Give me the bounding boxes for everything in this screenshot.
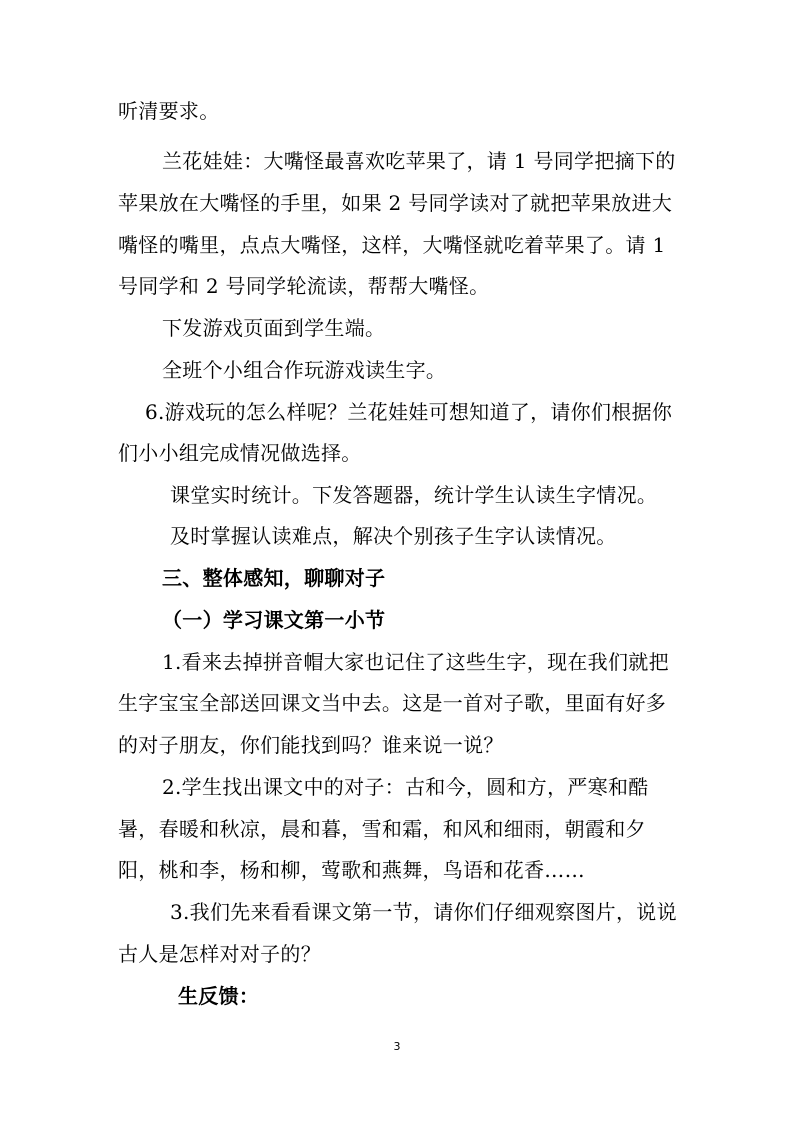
text-line: 生反馈： [178, 984, 260, 1008]
text-line: 课堂实时统计。下发答题器，统计学生认读生字情况。 [170, 483, 658, 507]
text-line: 兰花娃娃：大嘴怪最喜欢吃苹果了，请 1 号同学把摘下的 [162, 149, 676, 173]
text-line: 阳，桃和李，杨和柳，莺歌和燕舞，鸟语和花香…… [118, 858, 585, 882]
text-line: 嘴怪的嘴里，点点大嘴怪，这样，大嘴怪就吃着苹果了。请 1 [118, 233, 666, 257]
text-line: 下发游戏页面到学生端。 [162, 316, 386, 340]
page-number: 3 [393, 1040, 401, 1053]
text-line: 全班个小组合作玩游戏读生字。 [162, 358, 447, 382]
text-line: 苹果放在大嘴怪的手里，如果 2 号同学读对了就把苹果放进大 [118, 191, 673, 215]
text-line: 号同学和 2 号同学轮流读，帮帮大嘴怪。 [118, 274, 490, 298]
text-line: 生字宝宝全部送回课文当中去。这是一首对子歌，里面有好多 [118, 691, 667, 715]
text-line: 1.看来去掉拼音帽大家也记住了这些生字，现在我们就把 [162, 650, 669, 674]
subsection-heading: （一）学习课文第一小节 [162, 608, 386, 632]
section-heading: 三、整体感知，聊聊对子 [162, 566, 386, 590]
text-line: 们小小组完成情况做选择。 [118, 441, 362, 465]
text-line: 古人是怎样对对子的？ [118, 942, 321, 966]
text-line: 暑，春暖和秋凉，晨和暮，雪和霜，和风和细雨，朝霞和夕 [118, 817, 646, 841]
text-line: 3.我们先来看看课文第一节，请你们仔细观察图片，说说 [170, 900, 677, 924]
text-line: 2.学生找出课文中的对子：古和今，圆和方，严寒和酷 [162, 775, 649, 799]
text-line: 的对子朋友，你们能找到吗？谁来说一说？ [118, 733, 504, 757]
text-line: 及时掌握认读难点，解决个别孩子生字认读情况。 [170, 524, 617, 548]
text-line: 听清要求。 [118, 99, 220, 123]
text-line: 6.游戏玩的怎么样呢？兰花娃娃可想知道了，请你们根据你 [145, 400, 673, 424]
